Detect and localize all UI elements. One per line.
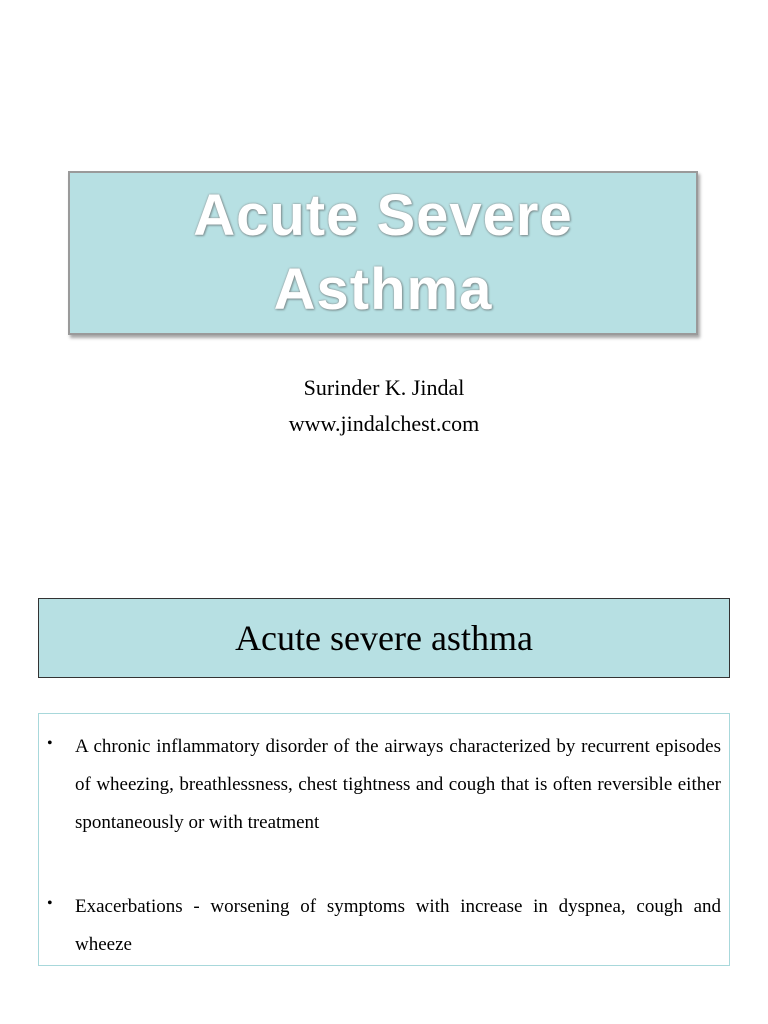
- slide-heading: Acute severe asthma: [235, 618, 533, 658]
- list-item: [47, 728, 721, 842]
- author-name: Surinder K. Jindal: [303, 375, 465, 400]
- bullet-icon: •: [47, 895, 53, 912]
- heading-box: [38, 598, 730, 678]
- bullet-text: A chronic inflammatory disorder of the airways characterized by recurrent episodes of wheezing, breathlessness, chest tightness and cough that is often reversible either spontaneously or with treatment: [75, 736, 721, 833]
- bullet-list: [38, 713, 730, 966]
- title-box: [68, 171, 698, 335]
- author-website: www.jindalchest.com: [288, 411, 480, 436]
- bullet-icon: •: [47, 735, 53, 752]
- content-slide: [0, 512, 768, 1024]
- author-block: [0, 370, 768, 442]
- list-item: [47, 888, 721, 964]
- slide-title: Acute Severe Asthma: [193, 183, 573, 322]
- bullet-text: Exacerbations - worsening of symptoms with increase in dyspnea, cough and wheeze: [75, 896, 721, 955]
